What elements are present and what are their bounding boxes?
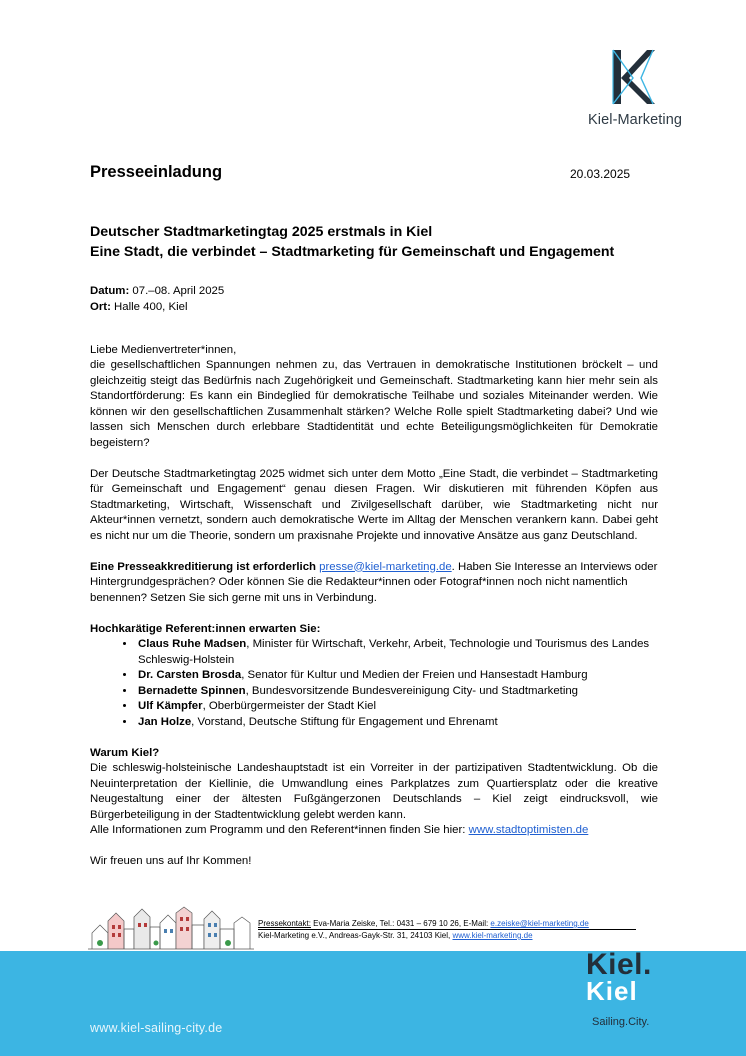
press-contact xyxy=(258,918,636,941)
event-place: Ort: Halle 400, Kiel xyxy=(90,300,188,313)
kiel-logo-slogan: Sailing.City. xyxy=(592,1016,650,1028)
list-item: • Ulf Kämpfer, Oberbürgermeister der Stadt Kiel xyxy=(136,699,658,715)
page-title: Presseeinladung xyxy=(90,163,223,181)
headline xyxy=(90,222,614,262)
kiel-sailing-city-logo xyxy=(586,950,680,1028)
list-item: • Bernadette Spinnen, Bundesvorsitzende Bundesvereinigung City- und Stadtmarketing xyxy=(136,684,658,700)
greeting: Liebe Medienvertreter*innen, xyxy=(90,343,237,356)
kiel-marketing-logo xyxy=(588,48,683,128)
kiel-logo-word: Kiel. xyxy=(586,948,652,981)
accreditation-paragraph: Eine Presseakkreditierung ist erforderlich presse@kiel-marketing.de. Haben Sie Interesse an Interviews oder Hintergrundgesprächen? Oder können Sie die Redakteur*innen oder Fotograf*innen noch nicht namentlich benennen? Setzen Sie sich gerne mit uns in Verbindung. xyxy=(90,560,658,604)
headline-line-2: Eine Stadt, die verbindet – Stadtmarketing für Gemeinschaft und Engagement xyxy=(90,244,615,260)
closing: Wir freuen uns auf Ihr Kommen! xyxy=(90,855,252,867)
why-heading: Warum Kiel? xyxy=(90,746,160,759)
event-date: Datum: 07.–08. April 2025 xyxy=(90,285,225,297)
document-date: 20.03.2025 xyxy=(570,167,631,181)
list-item: • Claus Ruhe Madsen, Minister für Wirtschaft, Verkehr, Arbeit, Technologie und Tourismus des Landes Schleswig-Holstein xyxy=(136,637,658,668)
footer-url: www.kiel-sailing-city.de xyxy=(90,1021,223,1035)
press-contact-line-1: Pressekontakt: Eva-Maria Zeiske, Tel.: 0431 – 679 10 26, E-Mail: e.zeiske@kiel-marketing.de xyxy=(258,918,636,930)
main-content xyxy=(90,284,658,870)
paragraph-2: Der Deutsche Stadtmarketingtag 2025 widmet sich unter dem Motto „Eine Stadt, die verbindet – Stadtmarketing für Gemeinschaft und Engagement“ genau diesen Fragen. Wir diskutieren mit führenden Köpfen aus Stadtmarketing, Wirtschaft, Wissenschaft und Zivilgesellschaft darüber, wie Stadtmarketing nicht nur Akteur*innen vernetzt, sondern auch demokratische Werte im Alltag der Menschen verankern kann. Dabei geht es nicht nur um die Theorie, sondern um praxisnahe Projekte und innovative Ansätze aus ganz Deutschland. xyxy=(90,467,658,542)
info-paragraph: Alle Informationen zum Programm und den Referent*innen finden Sie hier: www.stadtoptimisten.de xyxy=(90,824,589,836)
speakers-heading: Hochkarätige Referent:innen erwarten Sie: xyxy=(90,622,321,635)
headline-line-1: Deutscher Stadtmarketingtag 2025 erstmals in Kiel xyxy=(90,224,433,240)
kiel-marketing-website-link[interactable]: www.kiel-marketing.de xyxy=(452,931,533,940)
press-contact-line-2: Kiel-Marketing e.V., Andreas-Gayk-Str. 31, 24103 Kiel, www.kiel-marketing.de xyxy=(258,931,533,940)
speakers-list xyxy=(90,637,658,730)
kiel-marketing-k-icon xyxy=(611,48,655,106)
why-paragraph: Die schleswig-holsteinische Landeshauptstadt ist ein Vorreiter in der partizipativen Stadtentwicklung. Ob die Neuinterpretation der Kiellinie, die Umwandlung eines Parkplatzes zum Quartiersplatz oder die kreative Neugestaltung einer der ältesten Fußgängerzonen Deutschlands – Kiel zeigt eindrucksvoll, wie Bürgerbeteiligung in der Stadtentwicklung gelebt werden kann. xyxy=(90,762,658,821)
list-item: • Dr. Carsten Brosda, Senator für Kultur und Medien der Freien und Hansestadt Hamburg xyxy=(136,668,658,684)
stadtoptimisten-link[interactable]: www.stadtoptimisten.de xyxy=(468,824,589,836)
list-item: • Jan Holze, Vorstand, Deutsche Stiftung für Engagement und Ehrenamt xyxy=(136,715,658,731)
kiel-logo-word-reflection: Kiel xyxy=(586,976,638,1006)
press-email-link[interactable]: presse@kiel-marketing.de xyxy=(319,560,452,573)
logo-name: Kiel-Marketing xyxy=(588,112,683,128)
paragraph-1: die gesellschaftlichen Spannungen nehmen zu, das Vertrauen in demokratische Institutionen bröckelt – und gleichzeitig steigt das Bedürfnis nach Zugehörigkeit und Gemeinschaft. Stadtmarketing kann hier mehr sein als Standortförderung: Es kann ein Bindeglied für demokratische Teilhabe und soziales Miteinander werden. Wie können wir den gesellschaftlichen Zusammenhalt stärken? Welche Rolle spielt Stadtmarketing dabei? Und wie lassen sich Menschen durch erlebbare Stadtidentität und echte Beteiligungsmöglichkeiten für Demokratie begeistern? xyxy=(90,359,658,449)
city-skyline-illustration xyxy=(88,903,254,953)
contact-email-link[interactable]: e.zeiske@kiel-marketing.de xyxy=(490,919,589,928)
